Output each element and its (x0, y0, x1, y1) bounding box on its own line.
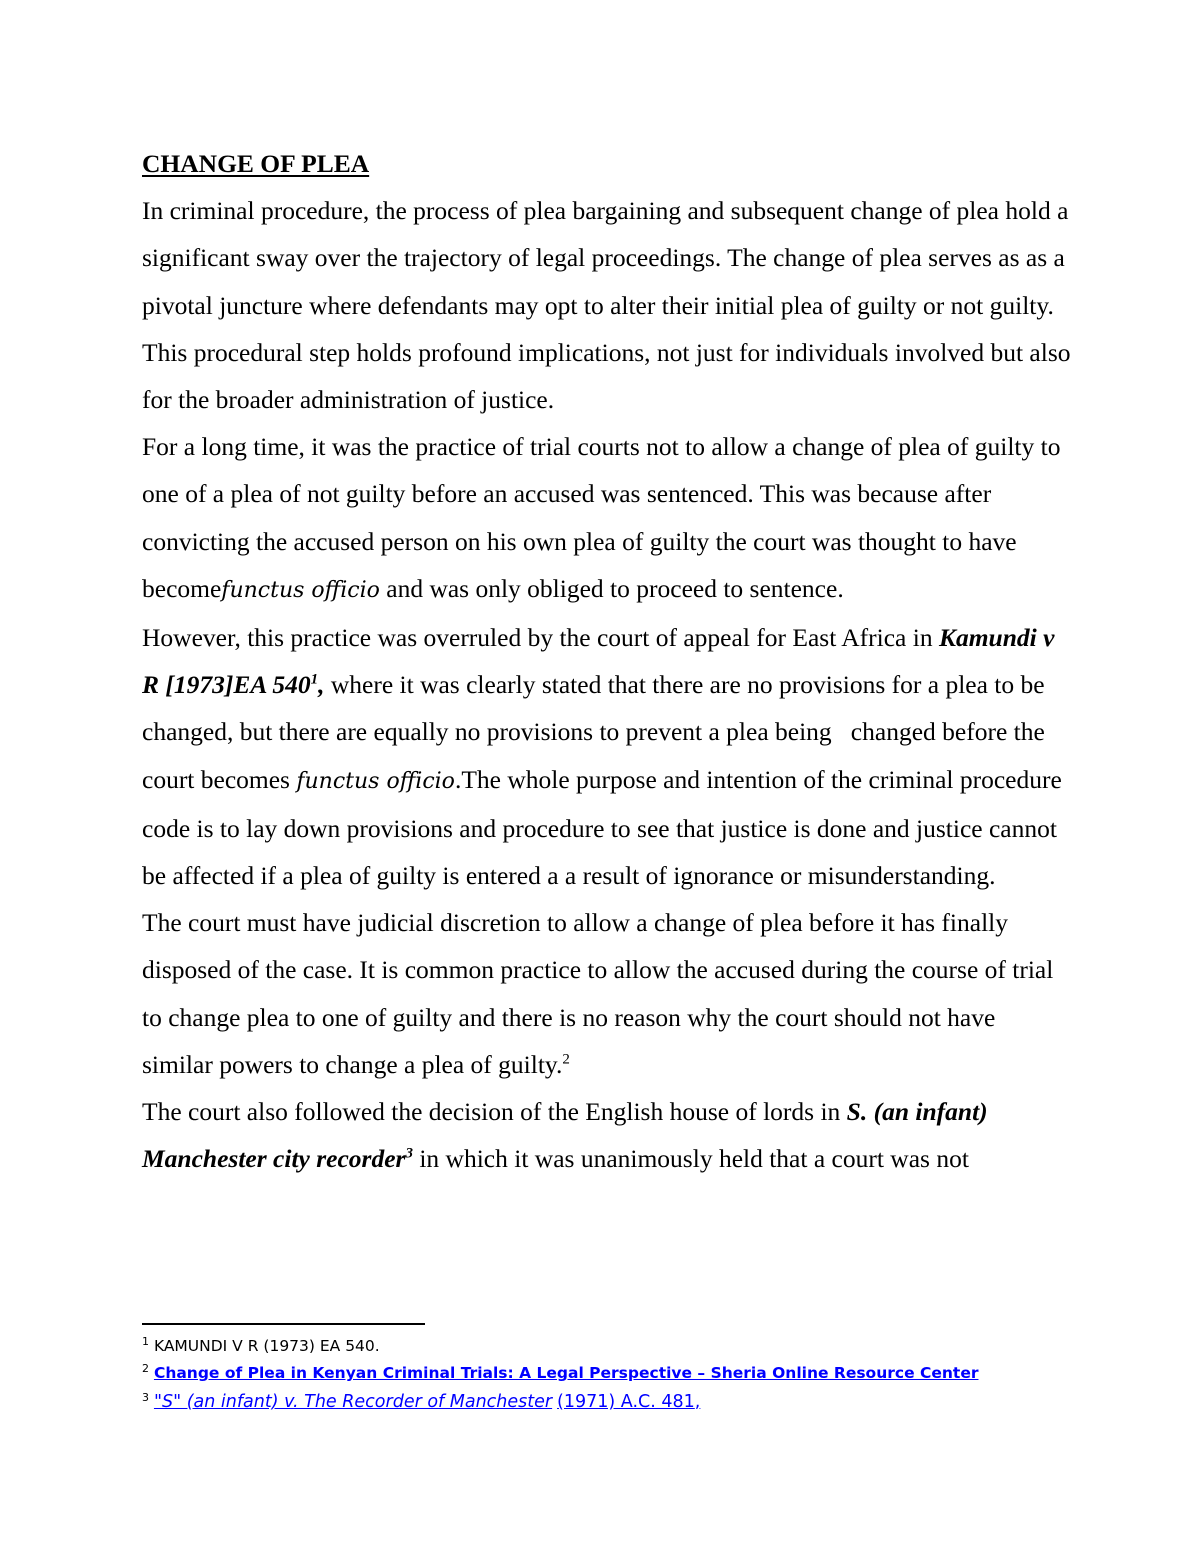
paragraph-3-text-b: where it was clearly stated that there are no provisions for a plea to be changed, but there are equally no provisions to prevent a plea being changed before the court becomes (142, 670, 1052, 794)
paragraph-2-text-a: For a long time, it was the practice of trial courts not to allow a change of plea of guilty to one of a plea of not guilty before an accused was sentenced. This was because after convicting the accused person on his own plea of guilty the court was thought to have become (142, 432, 1061, 603)
paragraph-3-text-a: However, this practice was overruled by the court of appeal for East Africa in (142, 623, 939, 653)
footnote-2-link[interactable]: Change of Plea in Kenyan Criminal Trials: A Legal Perspective – Sheria Online Resource Center (153, 1364, 979, 1382)
footnote-1 (142, 1333, 1092, 1359)
case-citation-kamundi: Kamundi v R [1973]EA 540 (142, 623, 1055, 700)
latin-phrase-functus-officio: functus officio (221, 577, 380, 603)
document-body (142, 140, 1072, 1182)
paragraph-2-text-b: and was only obliged to proceed to sentence. (379, 573, 844, 603)
paragraph-4 (142, 899, 1072, 1088)
footnote-1-text: KAMUNDI V R (1973) EA 540. (153, 1337, 380, 1355)
paragraph-5 (142, 1088, 1072, 1182)
paragraph-3-text-c: .The whole purpose and intention of the criminal procedure code is to lay down provisions and procedure to see that justice is done and justice cannot be affected if a plea of guilty is entered a a result of ignorance or misunderstanding. (142, 764, 1062, 891)
footnote-ref-3[interactable]: 3 (405, 1145, 413, 1162)
footnote-3-trailing: , (694, 1392, 701, 1412)
footnote-ref-2[interactable]: 2 (562, 1051, 570, 1068)
footnote-separator (142, 1323, 425, 1325)
paragraph-3 (142, 614, 1072, 899)
footnote-ref-1[interactable]: 1 (310, 671, 319, 688)
footnote-3-link[interactable]: "S" (an infant) v. The Recorder of Manchester (153, 1392, 553, 1412)
case-citation-manchester: S. (an infant) Manchester city recorder (142, 1097, 988, 1174)
footnote-1-number: 1 (142, 1334, 149, 1348)
paragraph-4-text: The court must have judicial discretion to allow a change of plea before it has finally disposed of the case. It is common practice to allow the accused during the course of trial to change plea to one of guilty and there is no reason why the court should not have similar powers to change a plea of guilty. (142, 908, 1054, 1079)
footnote-3-number: 3 (142, 1390, 149, 1404)
footnote-3-citation-link[interactable]: (1971) A.C. 481 (557, 1392, 695, 1412)
paragraph-1: In criminal procedure, the process of plea bargaining and subsequent change of plea hold a significant sway over the trajectory of legal proceedings. The change of plea serves as as a pivotal juncture where defendants may opt to alter their initial plea of guilty or not guilty. This procedural step holds profound implications, not just for individuals involved but also for the broader administration of justice. (142, 196, 1071, 415)
footnote-2 (142, 1359, 1092, 1387)
latin-phrase-functus-officio-2: functus officio (296, 768, 455, 794)
footnote-2-number: 2 (142, 1361, 149, 1375)
case-citation-comma: , (318, 670, 325, 700)
paragraph-5-text-a: The court also followed the decision of the English house of lords in (142, 1097, 847, 1127)
document-title (142, 140, 1072, 187)
title-text: CHANGE OF PLEA (142, 149, 370, 178)
footnotes (142, 1333, 1092, 1417)
paragraph-5-text-b: in which it was unanimously held that a court was not (412, 1144, 969, 1174)
paragraph-2 (142, 423, 1072, 614)
footnote-3 (142, 1387, 1092, 1417)
